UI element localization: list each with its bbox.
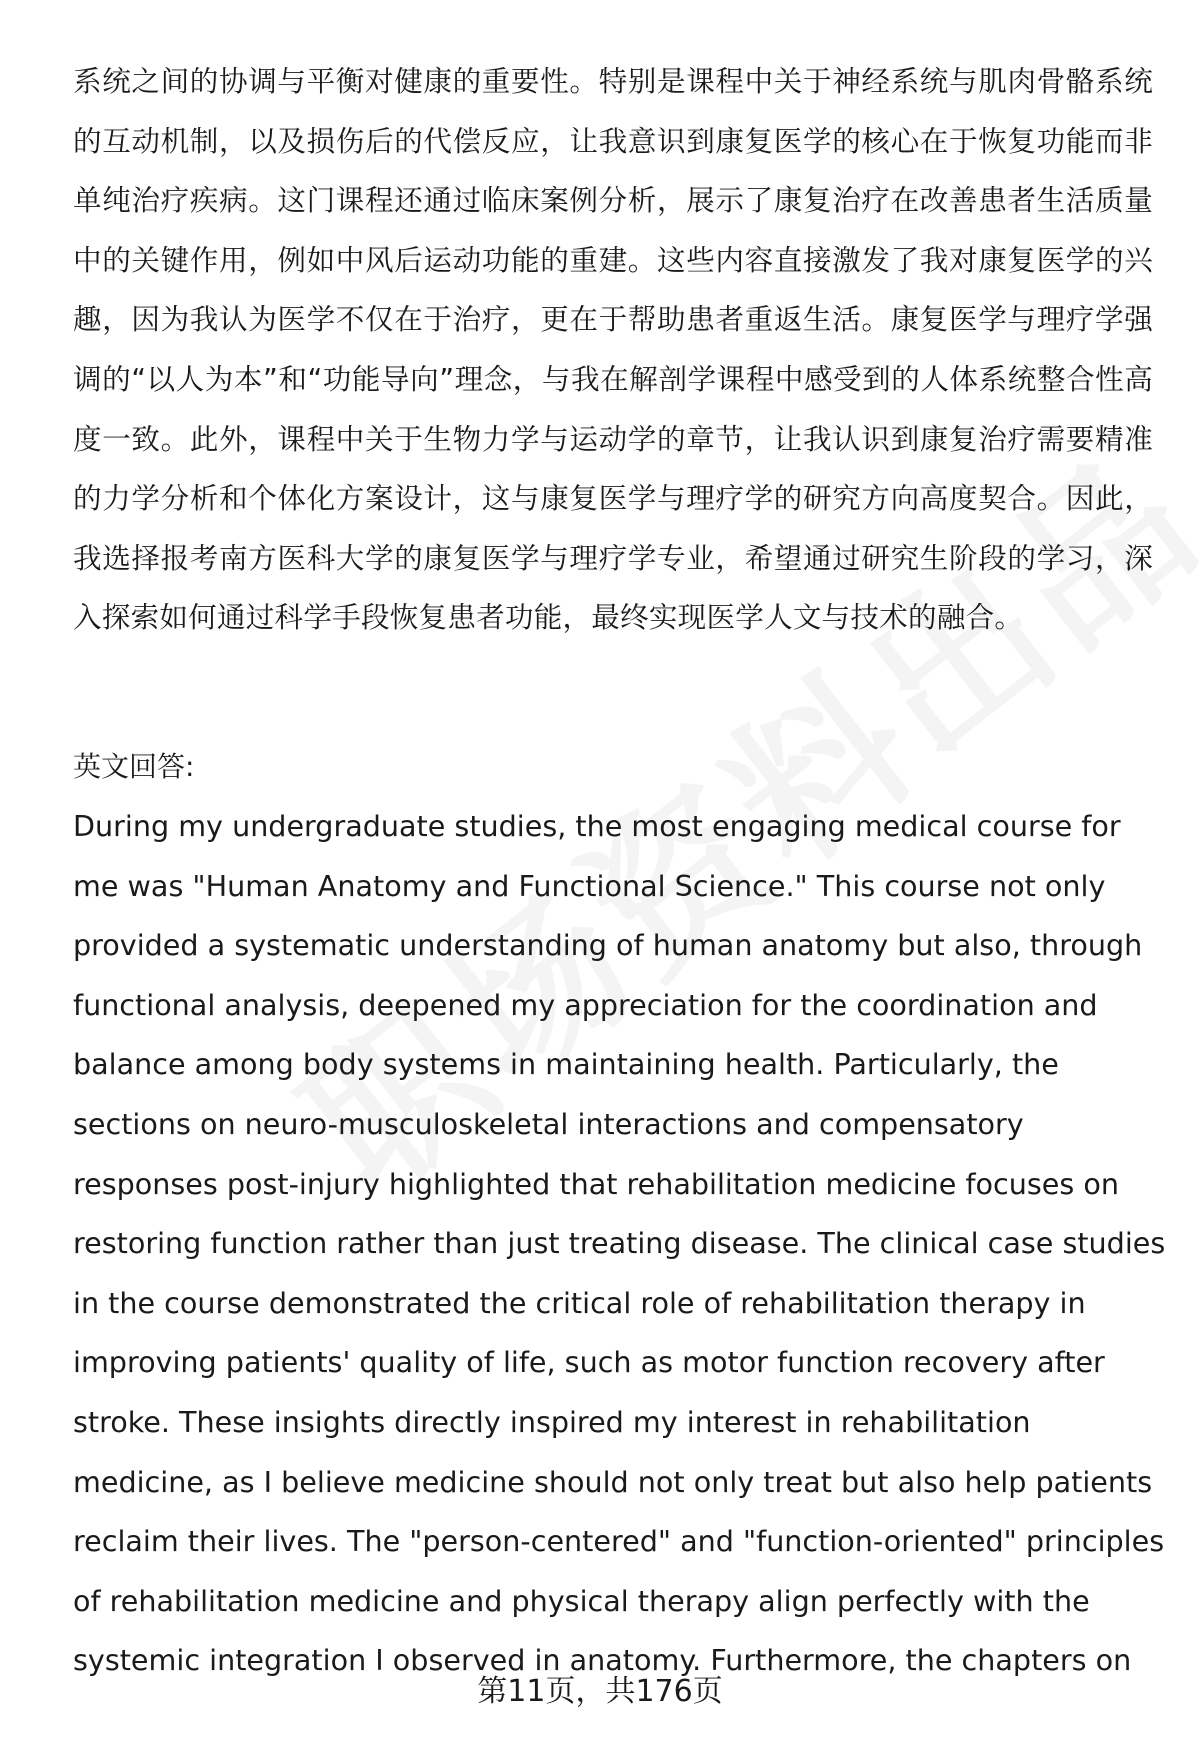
paragraph-line: improving patients' quality of life, such as motor function recovery after	[73, 1345, 1105, 1380]
english-answer-heading: 英文回答:	[73, 750, 195, 783]
paragraph-line: responses post-injury highlighted that rehabilitation medicine focuses on	[73, 1166, 1119, 1201]
paragraph-line: medicine, as I believe medicine should not only treat but also help patients	[73, 1464, 1153, 1499]
paragraph-line: provided a systematic understanding of human anatomy but also, through	[73, 928, 1143, 963]
paragraph-line: stroke. These insights directly inspired my interest in rehabilitation	[73, 1404, 1031, 1439]
paragraph-line: in the course demonstrated the critical role of rehabilitation therapy in	[73, 1285, 1086, 1320]
paragraph-line: functional analysis, deepened my appreciation for the coordination and	[73, 987, 1098, 1022]
paragraph-line: sections on neuro-musculoskeletal interactions and compensatory	[73, 1106, 1024, 1141]
paragraph-line: of rehabilitation medicine and physical therapy align perfectly with the	[73, 1583, 1090, 1618]
paragraph-line: restoring function rather than just treating disease. The clinical case studies	[73, 1226, 1166, 1261]
paragraph-line: reclaim their lives. The "person-centered" and "function-oriented" principles	[73, 1524, 1165, 1559]
paragraph-line: balance among body systems in maintaining health. Particularly, the	[73, 1047, 1059, 1082]
paragraph-line: me was "Human Anatomy and Functional Science." This course not only	[73, 868, 1106, 903]
paragraph-line: During my undergraduate studies, the most engaging medical course for	[73, 809, 1121, 843]
english-answer-paragraph	[73, 797, 1166, 1691]
page-number-footer: 第11页，共176页	[477, 1674, 723, 1709]
chinese-answer-paragraph: 系统之间的协调与平衡对健康的重要性。特别是课程中关于神经系统与肌肉骨骼系统的互动机制，以及损伤后的代偿反应，让我意识到康复医学的核心在于恢复功能而非单纯治疗疾病。这门课程还通过临床案例分析，展示了康复治疗在改善患者生活质量中的关键作用，例如中风后运动功能的重建。这些内容直接激发了我对康复医学的兴趣，因为我认为医学不仅在于治疗，更在于帮助患者重返生活。康复医学与理疗学强调的“以人为本”和“功能导向”理念，与我在解剖学课程中感受到的人体系统整合性高度一致。此外，课程中关于生物力学与运动学的章节，让我认识到康复治疗需要精准的力学分析和个体化方案设计，这与康复医学与理疗学的研究方向高度契合。因此，我选择报考南方医科大学的康复医学与理疗学专业，希望通过研究生阶段的学习，深入探索如何通过科学手段恢复患者功能，最终实现医学人文与技术的融合。	[73, 64, 1153, 635]
paragraph-line: systemic integration I observed in anatomy. Furthermore, the chapters on	[73, 1643, 1132, 1678]
